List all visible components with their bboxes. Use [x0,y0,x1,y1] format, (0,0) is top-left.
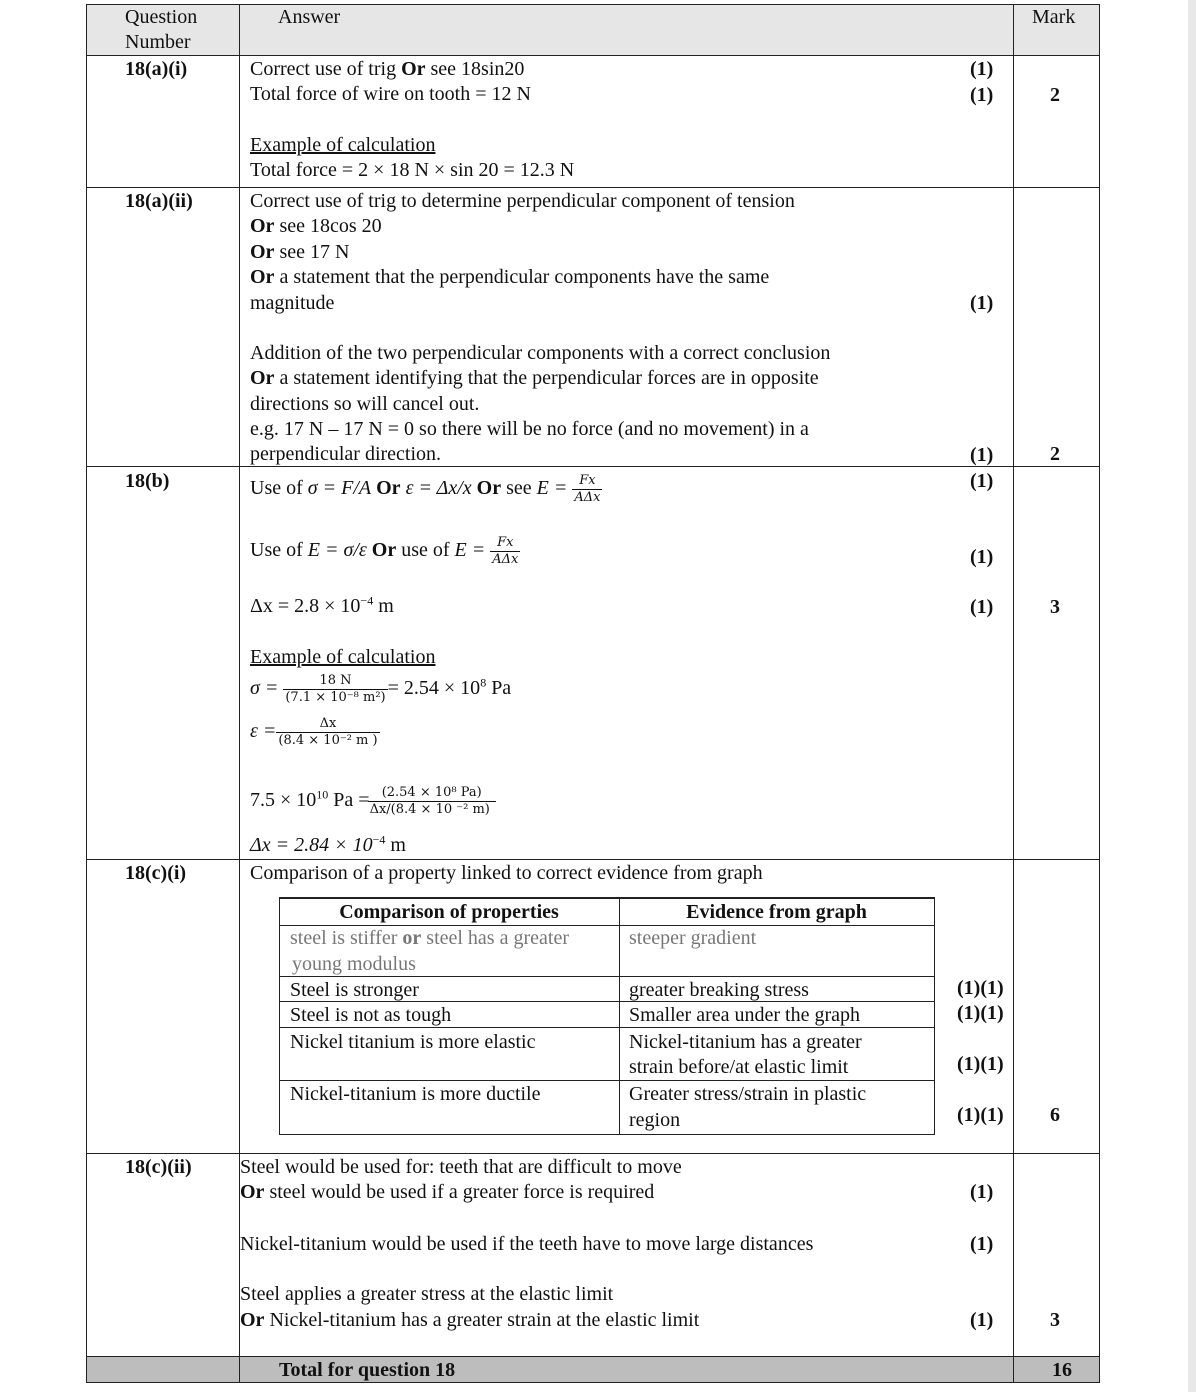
answer-line: Or see 18cos 20 [250,215,382,237]
mark-point: (1) [970,292,994,314]
fraction: $\frac{\text{(2.54 × 10⁸ Pa)}}{\text{Δx/(8.4 × 10 ⁻² m)}}$ [370,785,494,818]
answer-line: directions so will cancel out. [250,393,480,415]
table-cell: Steel is stronger [290,979,419,1001]
answer-line: e.g. 17 N – 17 N = 0 so there will be no force (and no movement) in a [250,418,809,440]
table-cell: steeper gradient [629,927,757,949]
result-line: $\Delta x = 2.84 \times 10^{-4}$ m [250,832,406,856]
mark-point: (1) [970,470,994,492]
mark-point: (1) [970,1309,994,1331]
fraction: $\frac{18 N}{\text{(7.1 × 10⁻⁸ m²)}}$ [285,672,386,705]
answer-line: Or Nickel-titanium has a greater strain at the elastic limit [240,1309,700,1331]
question-label: 18(a)(ii) [125,190,193,212]
mark-point: (1) [970,84,994,106]
answer-line: Comparison of a property linked to correct evidence from graph [250,862,763,884]
table-cell: Steel is not as tough [290,1004,452,1026]
mark-total: 2 [1050,84,1060,106]
fraction: $\frac{\Delta x}{\text{(8.4 × 10⁻² m )}}$ [278,715,378,748]
header-number: Number [125,31,191,53]
answer-line: Correct use of trig to determine perpendicular component of tension [250,190,795,212]
header-answer: Answer [278,6,341,28]
table-cell: Nickel-titanium has a greater [629,1031,862,1053]
mark-point: (1)(1) [957,1002,1004,1024]
grand-total: 16 [1052,1359,1072,1381]
table-cell: steel is stiffer or steel has a greater [290,927,569,949]
table-cell: strain before/at elastic limit [629,1056,849,1078]
mark-point: (1) [970,1233,994,1255]
question-label: 18(c)(ii) [125,1156,192,1178]
answer-line: Steel would be used for: teeth that are difficult to move [240,1156,682,1178]
column-header: Comparison of properties [339,901,559,923]
header-question: Question [125,6,198,28]
question-label: 18(c)(i) [125,862,187,884]
table-cell: Nickel-titanium is more ductile [290,1083,541,1105]
answer-line: Or a statement that the perpendicular components have the same [250,266,770,288]
question-label: 18(b) [125,470,170,492]
table-cell: greater breaking stress [629,979,809,1001]
table-cell: Smaller area under the graph [629,1004,861,1026]
mark-point: (1) [970,1181,994,1203]
mark-total: 3 [1050,1309,1060,1331]
mark-point: (1) [970,596,994,618]
answer-line: Or steel would be used if a greater force is required [240,1181,655,1203]
calculation-line: ε = $\frac{\Delta x}{\text{(8.4 × 10⁻² m )}}$ [250,715,378,748]
answer-line: $\Delta x = 2.8 \times 10^{-4}$ m [250,593,394,617]
answer-line: Nickel-titanium would be used if the teeth have to move large distances [240,1233,814,1255]
scrollbar-track[interactable] [1188,0,1196,1392]
mark-total: 6 [1050,1104,1060,1126]
table-cell: Nickel titanium is more elastic [290,1031,536,1053]
header-mark: Mark [1032,6,1076,28]
mark-point: (1)(1) [957,1053,1004,1075]
question-label: 18(a)(i) [125,58,188,80]
column-header: Evidence from graph [686,901,867,923]
example-heading: Example of calculation [250,646,436,668]
mark-total: 2 [1050,443,1060,465]
answer-line: perpendicular direction. [250,443,442,465]
answer-line: Or see 17 N [250,241,350,263]
mark-point: (1) [970,546,994,568]
fraction: Fx AΔx [492,534,519,567]
table-cell: Greater stress/strain in plastic [629,1083,867,1105]
example-heading: Example of calculation [250,134,436,156]
calculation-line: $7.5 \times 10^{10}$ Pa = $\frac{\text{(2.54 × 10⁸ Pa)}}{\text{Δx/(8.4 × 10 ⁻² m)}}$ [250,780,494,820]
answer-line: magnitude [250,292,335,314]
mark-point: (1)(1) [957,977,1004,999]
answer-line: Steel applies a greater stress at the elastic limit [240,1283,614,1305]
answer-line: Total force of wire on tooth = 12 N [250,83,531,105]
mark-total: 3 [1050,596,1060,618]
total-label: Total for question 18 [279,1359,456,1381]
mark-point: (1) [970,444,994,466]
answer-line: Or a statement identifying that the perpendicular forces are in opposite [250,367,819,389]
fraction: Fx AΔx [574,472,601,505]
answer-line: Use of σ = F/A Or ε = Δx/x Or see E = Fx AΔx [250,472,601,505]
table-cell: young modulus [292,953,416,975]
answer-line: Addition of the two perpendicular components with a correct conclusion [250,342,831,364]
table-cell: region [629,1109,681,1131]
mark-point: (1)(1) [957,1104,1004,1126]
calculation-line: σ = $\frac{18 N}{\text{(7.1 × 10⁻⁸ m²)}}$ = $2.54 \times 10^8$ Pa [250,672,512,705]
calculation-line: Total force = 2 × 18 N × sin 20 = 12.3 N [250,159,575,181]
answer-line: Use of E = σ/ε Or use of E = Fx AΔx [250,534,519,567]
mark-point: (1) [970,58,994,80]
answer-line: Correct use of trig Or see 18sin20 [250,58,525,80]
